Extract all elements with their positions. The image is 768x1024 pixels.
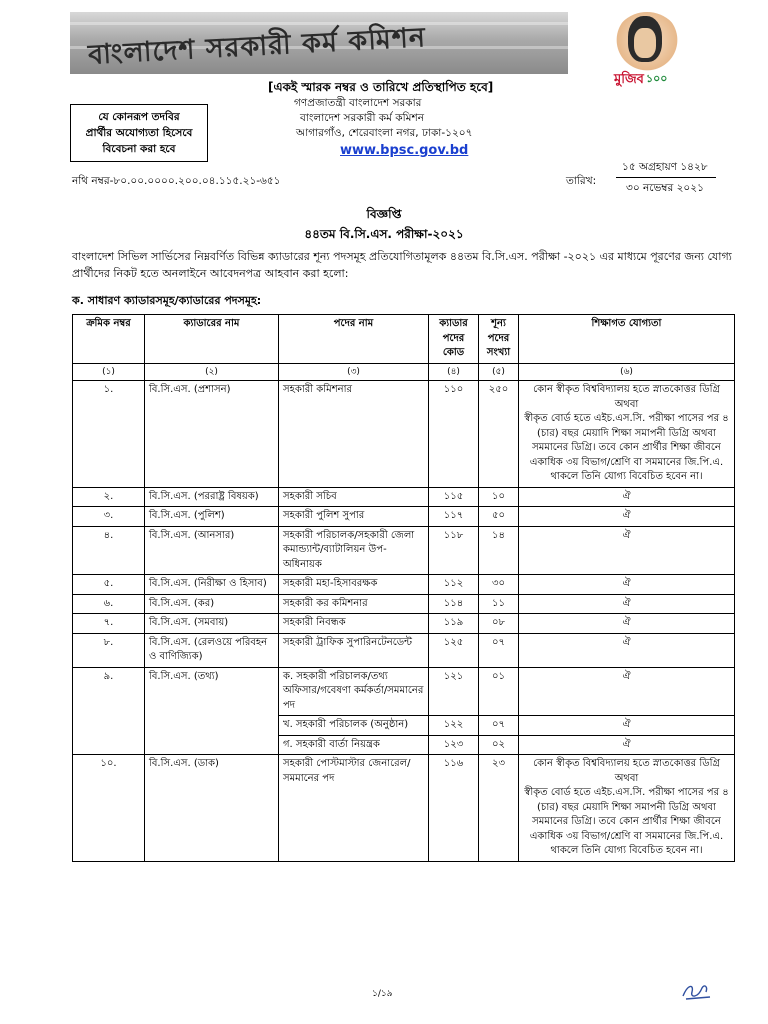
qualification-line: অথবা <box>614 398 639 410</box>
vacancy-cell: ০৭ <box>479 633 519 667</box>
table-row <box>73 381 735 488</box>
date-label: তারিখ: <box>566 175 597 187</box>
date-divider <box>616 177 716 178</box>
notice-line: যে কোনরূপ তদবির <box>98 111 180 123</box>
code-cell: ১১৭ <box>429 507 479 527</box>
table-row <box>73 507 735 527</box>
code-cell: ১১৮ <box>429 526 479 575</box>
qualification-ditto: ঐ <box>519 507 735 527</box>
vacancy-cell: ০১ <box>479 667 519 716</box>
qualification-line: স্বীকৃত বোর্ড হতে এইচ.এস.সি. পরীক্ষা পাসের পর ৪ (চার) বছর মেয়াদি শিক্ষা সমাপনী ডিগ্রি অথবা সমমানের ডিগ্রি। তবে কোন প্রার্থীর শিক্ষা জীবনে একাধিক ৩য় বিভাগ/শ্রেণি বা সমমানের জি.পি.এ. থাকলে তিনি যোগ্য বিবেচিত হবেন না। <box>524 413 729 482</box>
serial-cell: ২. <box>73 487 145 507</box>
commission-name: বাংলাদেশ সরকারী কর্ম কমিশন <box>300 112 424 124</box>
commission-address: আগারগাঁও, শেরেবাংলা নগর, ঢাকা-১২০৭ <box>296 127 473 139</box>
post-cell: সহকারী ট্রাফিক সুপারিনটেনডেন্ট <box>279 633 429 667</box>
vacancy-cell: ১৪ <box>479 526 519 575</box>
qualification-cell <box>519 755 735 862</box>
qualification-ditto: ঐ <box>519 575 735 595</box>
post-cell: সহকারী নিবন্ধক <box>279 614 429 634</box>
vacancy-cell: ১১ <box>479 594 519 614</box>
header-qualification: শিক্ষাগত যোগ্যতা <box>519 315 735 364</box>
cadre-cell: বি.সি.এস. (পুলিশ) <box>145 507 279 527</box>
header-banner <box>70 12 568 74</box>
vacancy-cell: ০২ <box>479 735 519 755</box>
serial-cell: ৩. <box>73 507 145 527</box>
qualification-ditto: ঐ <box>519 735 735 755</box>
vacancy-cell: ৫০ <box>479 507 519 527</box>
post-cell: সহকারী সচিব <box>279 487 429 507</box>
serial-cell: ৪. <box>73 526 145 575</box>
cadre-cell: বি.সি.এস. (নিরীক্ষা ও হিসাব) <box>145 575 279 595</box>
vacancy-cell: ৩০ <box>479 575 519 595</box>
header-cadre: ক্যাডারের নাম <box>145 315 279 364</box>
lobbying-notice-box <box>70 104 208 162</box>
cadre-cell: বি.সি.এস. (তথ্য) <box>145 667 279 755</box>
post-cell: সহকারী পরিচালক/সহকারী জেলা কমান্ড্যান্ট/ব্যাটালিয়ন উপ-অধিনায়ক <box>279 526 429 575</box>
qualification-line: অথবা <box>614 772 639 784</box>
website-link[interactable]: www.bpsc.gov.bd <box>340 143 469 158</box>
replacement-tagline: [একই স্মারক নম্বর ও তারিখে প্রতিস্থাপিত হবে] <box>268 80 494 94</box>
table-row <box>73 633 735 667</box>
post-cell: সহকারী পোস্টমাস্টার জেনারেল/সমমানের পদ <box>279 755 429 862</box>
qualification-ditto: ঐ <box>519 633 735 667</box>
column-number: (৫) <box>479 363 519 381</box>
serial-cell: ১. <box>73 381 145 488</box>
code-cell: ১১৪ <box>429 594 479 614</box>
qualification-ditto: ঐ <box>519 614 735 634</box>
table-row <box>73 755 735 862</box>
serial-cell: ৭. <box>73 614 145 634</box>
serial-cell: ১০. <box>73 755 145 862</box>
vacancy-cell: ০৭ <box>479 716 519 736</box>
code-cell: ১২৫ <box>429 633 479 667</box>
vacancy-cell: ২৩ <box>479 755 519 862</box>
notice-heading: বিজ্ঞপ্তি <box>366 207 402 221</box>
logo-number: ১০০ <box>646 72 668 85</box>
serial-cell: ৯. <box>73 667 145 755</box>
intro-paragraph: বাংলাদেশ সিভিল সার্ভিসের নিম্নবর্ণিত বিভিন্ন ক্যাডারের শূন্য পদসমূহ প্রতিযোগিতামূলক ৪৪তম বি.সি.এস. পরীক্ষা -২০২১ এর মাধ্যমে পূরণের জন্য যোগ্য প্রার্থীদের নিকট হতে অনলাইনে আবেদনপত্র আহবান করা হলো: <box>72 250 732 280</box>
memo-number: নথি নম্বর-৮০.০০.০০০০.২০০.০৪.১১৫.২১-৬৫১ <box>72 175 281 187</box>
vacancy-cell: ২৫০ <box>479 381 519 488</box>
code-cell: ১১৬ <box>429 755 479 862</box>
post-cell: সহকারী কর কমিশনার <box>279 594 429 614</box>
logo-text: মুজিব <box>614 72 644 87</box>
table-row <box>73 526 735 575</box>
qualification-ditto: ঐ <box>519 594 735 614</box>
code-cell: ১১২ <box>429 575 479 595</box>
cadre-cell: বি.সি.এস. (আনসার) <box>145 526 279 575</box>
table-row <box>73 594 735 614</box>
column-number: (৩) <box>279 363 429 381</box>
government-name: গণপ্রজাতন্ত্রী বাংলাদেশ সরকার <box>294 97 422 109</box>
header-post: পদের নাম <box>279 315 429 364</box>
table-row <box>73 487 735 507</box>
post-cell: গ. সহকারী বার্তা নিয়ন্ত্রক <box>279 735 429 755</box>
section-heading: ক. সাধারণ ক্যাডারসমূহ/ক্যাডারের পদসমূহ: <box>72 294 262 307</box>
cadre-cell: বি.সি.এস. (রেলওয়ে পরিবহন ও বাণিজ্যিক) <box>145 633 279 667</box>
cadre-cell: বি.সি.এস. (ডাক) <box>145 755 279 862</box>
qualification-ditto: ঐ <box>519 667 735 716</box>
column-number: (৪) <box>429 363 479 381</box>
column-number: (৬) <box>519 363 735 381</box>
table-header-row <box>73 315 735 364</box>
notice-line: প্রার্থীর অযোগ্যতা হিসেবে <box>85 127 193 139</box>
code-cell: ১২১ <box>429 667 479 716</box>
code-cell: ১২৩ <box>429 735 479 755</box>
serial-cell: ৬. <box>73 594 145 614</box>
code-cell: ১১৫ <box>429 487 479 507</box>
code-cell: ১২২ <box>429 716 479 736</box>
vacancy-cell: ১০ <box>479 487 519 507</box>
post-cell: সহকারী মহা-হিসাবরক্ষক <box>279 575 429 595</box>
table-row <box>73 614 735 634</box>
table-row <box>73 575 735 595</box>
cadre-cell: বি.সি.এস. (সমবায়) <box>145 614 279 634</box>
qualification-ditto: ঐ <box>519 526 735 575</box>
header-vacancy: শূন্য পদের সংখ্যা <box>479 315 519 364</box>
serial-cell: ৮. <box>73 633 145 667</box>
header-code: ক্যাডার পদের কোড <box>429 315 479 364</box>
banner-title: বাংলাদেশ সরকারী কর্ম কমিশন <box>87 22 427 71</box>
qualification-ditto: ঐ <box>519 487 735 507</box>
date-bangla: ১৫ অগ্রহায়ণ ১৪২৮ <box>622 161 708 173</box>
qualification-line: স্বীকৃত বোর্ড হতে এইচ.এস.সি. পরীক্ষা পাসের পর ৪ (চার) বছর মেয়াদি শিক্ষা সমাপনী ডিগ্রি অথবা সমমানের ডিগ্রি। তবে কোন প্রার্থীর শিক্ষা জীবনে একাধিক ৩য় বিভাগ/শ্রেণি বা সমমানের জি.পি.এ. থাকলে তিনি যোগ্য বিবেচিত হবেন না। <box>524 787 729 856</box>
exam-title: ৪৪তম বি.সি.এস. পরীক্ষা-২০২১ <box>304 227 464 241</box>
column-number-row <box>73 363 735 381</box>
header-serial: ক্রমিক নম্বর <box>73 315 145 364</box>
post-cell: সহকারী পুলিশ সুপার <box>279 507 429 527</box>
cadre-cell: বি.সি.এস. (কর) <box>145 594 279 614</box>
portrait-icon <box>628 16 662 62</box>
serial-cell: ৫. <box>73 575 145 595</box>
cadre-cell: বি.সি.এস. (পররাষ্ট্র বিষয়ক) <box>145 487 279 507</box>
column-number: (১) <box>73 363 145 381</box>
column-number: (২) <box>145 363 279 381</box>
page-number: ১/১৯ <box>372 989 393 999</box>
vacancy-table <box>72 314 735 862</box>
post-cell: সহকারী কমিশনার <box>279 381 429 488</box>
post-cell: ক. সহকারী পরিচালক/তথ্য অফিসার/গবেষণা কর্মকর্তা/সমমানের পদ <box>279 667 429 716</box>
vacancy-cell: ০৮ <box>479 614 519 634</box>
date-gregorian: ৩০ নভেম্বর ২০২১ <box>626 182 704 194</box>
mujib-100-logo <box>600 10 690 98</box>
table-row <box>73 667 735 716</box>
qualification-ditto: ঐ <box>519 716 735 736</box>
notice-line: বিবেচনা করা হবে <box>102 143 176 155</box>
code-cell: ১১৯ <box>429 614 479 634</box>
post-cell: খ. সহকারী পরিচালক (অনুষ্ঠান) <box>279 716 429 736</box>
qualification-cell <box>519 381 735 488</box>
cadre-cell: বি.সি.এস. (প্রশাসন) <box>145 381 279 488</box>
qualification-line: কোন স্বীকৃত বিশ্ববিদ্যালয় হতে স্নাতকোত্তর ডিগ্রি <box>533 758 720 769</box>
signature-icon <box>680 980 714 1002</box>
code-cell: ১১০ <box>429 381 479 488</box>
qualification-line: কোন স্বীকৃত বিশ্ববিদ্যালয় হতে স্নাতকোত্তর ডিগ্রি <box>533 384 720 395</box>
